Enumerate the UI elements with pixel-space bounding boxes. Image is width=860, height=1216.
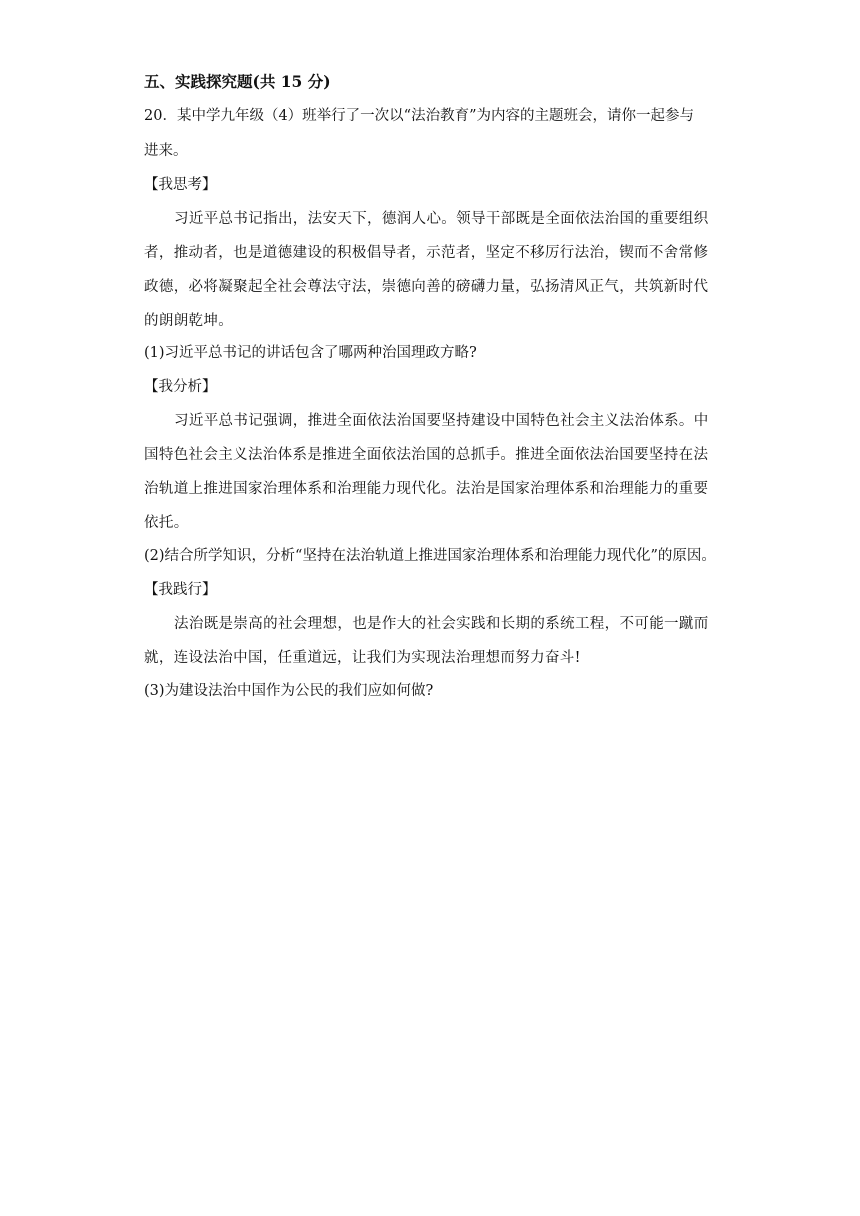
part2-material-line-2: 国特色社会主义法治体系是推进全面依法治国的总抓手。推进全面依法治国要坚持在法 (144, 447, 709, 463)
part1-material-line-3: 政德，必将凝聚起全社会尊法守法，崇德向善的磅礴力量，弘扬清风正气，共筑新时代 (144, 279, 709, 295)
part1-label: 【我思考】 (144, 177, 217, 193)
part2-material-line-1: 习近平总书记强调，推进全面依法治国要坚持建设中国特色社会主义法治体系。中 (174, 413, 709, 429)
part2-material-line-4: 依托。 (144, 515, 189, 531)
part3-question: (3)为建设法治中国作为公民的我们应如何做? (144, 683, 434, 699)
part1-material-line-1: 习近平总书记指出，法安天下，德润人心。领导干部既是全面依法治国的重要组织 (174, 211, 709, 227)
part2-question: (2)结合所学知识，分析“坚持在法治轨道上推进国家治理体系和治理能力现代化”的原因。 (144, 548, 716, 564)
part3-label: 【我践行】 (144, 582, 217, 598)
part3-material-line-2: 就，连设法治中国，任重道远，让我们为实现法治理想而努力奋斗! (144, 650, 581, 666)
part1-question: (1)习近平总书记的讲话包含了哪两种治国理政方略? (144, 345, 477, 361)
part2-material-line-3: 治轨道上推进国家治理体系和治理能力现代化。法治是国家治理体系和治理能力的重要 (144, 481, 709, 497)
question-stem-line-1: 20．某中学九年级（4）班举行了一次以“法治教育”为内容的主题班会，请你一起参与 (144, 108, 694, 124)
part1-material-line-2: 者，推动者，也是道德建设的积极倡导者，示范者，坚定不移厉行法治，锲而不舍常修 (144, 245, 709, 261)
part2-label: 【我分析】 (144, 379, 217, 395)
part1-material-line-4: 的朗朗乾坤。 (144, 313, 234, 329)
question-stem-line-2: 进来。 (144, 143, 188, 159)
section-heading: 五、实践探究题(共 15 分) (144, 72, 331, 91)
part3-material-line-1: 法治既是崇高的社会理想，也是作大的社会实践和长期的系统工程，不可能一蹴而 (174, 616, 709, 632)
